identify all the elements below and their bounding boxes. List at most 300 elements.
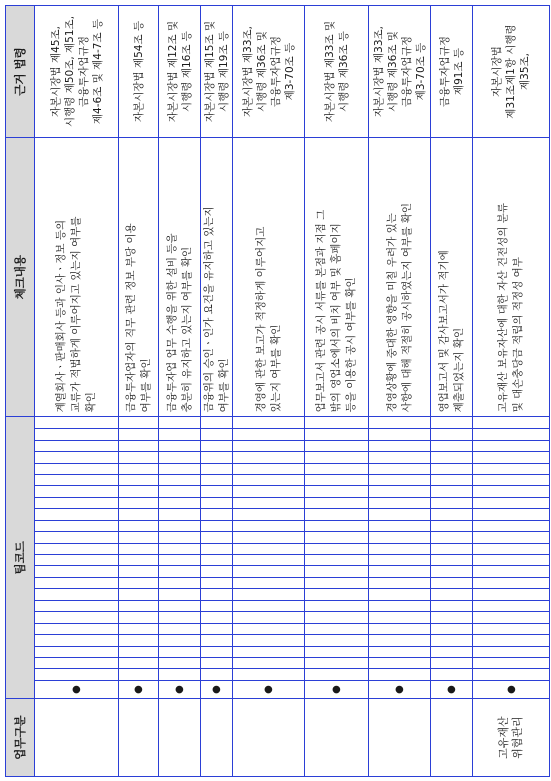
team-code-cell xyxy=(159,669,201,680)
bullet-marker: ● xyxy=(119,680,159,698)
team-code-cell xyxy=(431,657,473,668)
legal-basis-cell xyxy=(369,6,431,138)
team-code-cell xyxy=(201,532,233,543)
team-code-cell xyxy=(369,600,431,611)
legal-basis-line: 금융투자업규정 xyxy=(77,36,90,108)
team-code-cell xyxy=(369,566,431,577)
team-code-cell xyxy=(119,577,159,588)
team-code-cell xyxy=(431,532,473,543)
team-code-cell xyxy=(119,657,159,668)
team-code-cell xyxy=(119,440,159,451)
legal-basis-line: 금융투자업규정 xyxy=(438,36,451,108)
team-code-cell xyxy=(119,486,159,497)
check-content-line: 영업보고서 및 감사보고서가 적기에 xyxy=(437,250,450,413)
check-content-line: 충분히 유지하고 있는지 여부를 확인 xyxy=(180,246,193,413)
team-code-cell xyxy=(233,532,305,543)
team-code-cell xyxy=(233,497,305,508)
team-code-cell xyxy=(473,566,550,577)
team-code-cell xyxy=(431,635,473,646)
team-code-cell xyxy=(119,520,159,531)
category-cell xyxy=(473,699,550,777)
team-code-cell xyxy=(431,417,473,429)
team-code-cell xyxy=(369,440,431,451)
team-code-cell xyxy=(35,623,119,634)
team-code-cell xyxy=(159,612,201,623)
bullet-marker: ● xyxy=(159,680,201,698)
team-code-cell xyxy=(473,474,550,485)
team-code-cell xyxy=(159,474,201,485)
legal-basis-line: 자본시장법 제12조 및 xyxy=(166,20,179,123)
team-code-cell xyxy=(201,612,233,623)
legal-basis-line: 제3-70조 등 xyxy=(283,42,296,101)
team-code-cell xyxy=(35,646,119,657)
legal-basis-line: 시행령 제19조 등 xyxy=(217,31,230,112)
legal-basis-line: 제31조제1항 시행령 xyxy=(505,24,517,119)
category-cell xyxy=(233,699,305,777)
team-code-cell xyxy=(473,520,550,531)
team-code-cell xyxy=(159,497,201,508)
bullet-marker: ● xyxy=(431,680,473,698)
table-row xyxy=(159,6,201,777)
team-code-cell xyxy=(159,509,201,520)
team-code-cell xyxy=(431,486,473,497)
team-code-cell xyxy=(119,669,159,680)
team-code-cell xyxy=(159,646,201,657)
check-content-line: 및 대손충당금 적립의 적정성 여부 xyxy=(512,257,524,413)
team-code-cell xyxy=(233,646,305,657)
team-code-cell xyxy=(305,463,369,474)
team-code-cell xyxy=(473,635,550,646)
table-row xyxy=(233,6,305,777)
team-code-cell xyxy=(159,429,201,440)
legal-basis-cell xyxy=(473,6,550,138)
team-code-cell xyxy=(201,566,233,577)
legal-basis-line: 시행령 제16조 등 xyxy=(180,31,193,112)
check-content-line: 금융투자업 업무 수행을 위한 설비 등을 xyxy=(165,233,178,413)
team-code-cell xyxy=(473,543,550,554)
team-code-cell xyxy=(35,532,119,543)
check-content-line: 밖의 영업소에서의 비치 여부 및 홈페이지 xyxy=(330,223,342,413)
team-code-cell xyxy=(431,474,473,485)
team-code-cell xyxy=(233,555,305,566)
team-code-cell xyxy=(369,623,431,634)
team-code-cell xyxy=(201,635,233,646)
category-cell xyxy=(119,699,159,777)
header-team-code: 팀코드 xyxy=(6,417,35,699)
team-code-cell xyxy=(305,440,369,451)
team-code-cell xyxy=(119,417,159,429)
team-code-cell xyxy=(233,509,305,520)
team-code-cell xyxy=(119,429,159,440)
category-cell xyxy=(35,699,119,777)
team-code-cell xyxy=(119,555,159,566)
team-code-cell xyxy=(159,543,201,554)
check-content-cell xyxy=(473,138,550,417)
team-code-cell xyxy=(119,600,159,611)
team-code-cell xyxy=(35,417,119,429)
team-code-cell xyxy=(473,555,550,566)
table-row xyxy=(119,6,159,777)
team-code-cell xyxy=(369,646,431,657)
team-code-cell xyxy=(431,543,473,554)
team-code-cell xyxy=(201,543,233,554)
team-code-cell xyxy=(369,612,431,623)
checklist-table xyxy=(5,5,550,777)
team-code-cell xyxy=(305,417,369,429)
legal-basis-line: 자본시장법 제54조 등 xyxy=(132,20,145,123)
legal-basis-cell xyxy=(201,6,233,138)
check-content-line: 계열회사ㆍ판매회사 등과 인사ㆍ정보 등의 xyxy=(55,219,67,413)
team-code-cell xyxy=(159,532,201,543)
team-code-cell xyxy=(119,589,159,600)
category-text: 고유재산 xyxy=(497,716,510,759)
team-code-cell xyxy=(369,452,431,463)
check-content-cell xyxy=(201,138,233,417)
team-code-cell xyxy=(305,600,369,611)
team-code-cell xyxy=(119,635,159,646)
team-code-cell xyxy=(369,577,431,588)
team-code-cell xyxy=(369,589,431,600)
team-code-cell xyxy=(201,440,233,451)
team-code-cell xyxy=(233,543,305,554)
team-code-cell xyxy=(201,555,233,566)
check-content-line: 금융위의 승인ㆍ인가 요건을 유지하고 있는지 xyxy=(202,206,215,413)
team-code-cell xyxy=(431,509,473,520)
legal-basis-line: 시행령 제50조, 제51조, xyxy=(63,15,76,128)
team-code-cell xyxy=(35,486,119,497)
bullet-marker: ● xyxy=(233,680,305,698)
team-code-cell xyxy=(431,566,473,577)
team-code-cell xyxy=(305,657,369,668)
team-code-cell xyxy=(305,429,369,440)
team-code-cell xyxy=(369,543,431,554)
team-code-cell xyxy=(305,474,369,485)
team-code-cell xyxy=(159,452,201,463)
team-code-cell xyxy=(431,452,473,463)
team-code-cell xyxy=(431,669,473,680)
team-code-cell xyxy=(431,646,473,657)
check-content-line: 금융투자업자의 직무 관련 정보 부당 이용 xyxy=(124,223,137,413)
legal-basis-line: 시행령 제36조 및 xyxy=(255,31,268,112)
team-code-cell xyxy=(431,612,473,623)
table-row xyxy=(201,6,233,777)
team-code-cell xyxy=(473,417,550,429)
team-code-cell xyxy=(35,577,119,588)
team-code-cell xyxy=(159,635,201,646)
team-code-cell xyxy=(233,657,305,668)
team-code-cell xyxy=(159,486,201,497)
team-code-cell xyxy=(233,463,305,474)
team-code-cell xyxy=(369,509,431,520)
legal-basis-line: 제91조 등 xyxy=(452,47,465,96)
bullet-marker: ● xyxy=(473,680,550,698)
team-code-cell xyxy=(473,623,550,634)
team-code-cell xyxy=(369,486,431,497)
team-code-cell xyxy=(305,543,369,554)
bullet-marker: ● xyxy=(369,680,431,698)
team-code-cell xyxy=(305,623,369,634)
legal-basis-line: 자본시장법 제15조 및 xyxy=(203,20,216,123)
team-code-cell xyxy=(369,497,431,508)
check-content-line: 경영에 관한 보고가 적정하게 이루어지고 xyxy=(254,226,267,413)
team-code-cell xyxy=(201,589,233,600)
team-code-cell xyxy=(119,463,159,474)
check-content-cell xyxy=(305,138,369,417)
check-content-cell xyxy=(119,138,159,417)
team-code-cell xyxy=(473,600,550,611)
check-content-line: 경영상황에 중대한 영향을 미칠 우려가 있는 xyxy=(385,213,398,413)
team-code-cell xyxy=(35,669,119,680)
team-code-cell xyxy=(305,566,369,577)
check-content-line: 등을 이용한 공시 여부를 확인 xyxy=(345,277,357,413)
team-code-cell xyxy=(473,497,550,508)
check-content-line: 제출되었는지 확인 xyxy=(452,327,465,413)
team-code-cell xyxy=(159,440,201,451)
team-code-cell xyxy=(473,612,550,623)
legal-basis-cell xyxy=(305,6,369,138)
check-content-cell xyxy=(159,138,201,417)
team-code-cell xyxy=(305,577,369,588)
team-code-cell xyxy=(305,646,369,657)
team-code-cell xyxy=(201,509,233,520)
team-code-cell xyxy=(159,577,201,588)
team-code-cell xyxy=(369,555,431,566)
team-code-cell xyxy=(159,566,201,577)
team-code-cell xyxy=(233,417,305,429)
bullet-marker: ● xyxy=(35,680,119,698)
team-code-cell xyxy=(35,600,119,611)
header-legal-basis: 근거 법령 xyxy=(6,6,35,138)
team-code-cell xyxy=(305,509,369,520)
team-code-cell xyxy=(305,497,369,508)
check-content-line: 사항에 대해 적절히 공시하였는지 여부를 확인 xyxy=(400,202,413,413)
team-code-cell xyxy=(201,474,233,485)
team-code-cell xyxy=(431,463,473,474)
header-check-content: 체크내용 xyxy=(6,138,35,417)
team-code-cell xyxy=(119,566,159,577)
team-code-cell xyxy=(233,440,305,451)
team-code-cell xyxy=(119,532,159,543)
team-code-cell xyxy=(369,532,431,543)
table-row xyxy=(369,6,431,777)
legal-basis-line: 제35조, xyxy=(519,53,531,90)
bullet-marker: ● xyxy=(201,680,233,698)
team-code-cell xyxy=(369,669,431,680)
team-code-cell xyxy=(159,463,201,474)
team-code-cell xyxy=(305,589,369,600)
team-code-cell xyxy=(233,612,305,623)
check-content-line: 업무보고서 관련 공시 서류를 본점과 지점 그 xyxy=(315,209,327,413)
team-code-cell xyxy=(35,474,119,485)
legal-basis-line: 시행령 제36조 및 xyxy=(386,31,399,112)
team-code-cell xyxy=(35,509,119,520)
team-code-cell xyxy=(159,555,201,566)
team-code-cell xyxy=(473,452,550,463)
team-code-cell xyxy=(305,532,369,543)
team-code-cell xyxy=(35,543,119,554)
team-code-cell xyxy=(473,429,550,440)
category-cell xyxy=(159,699,201,777)
bullet-marker: ● xyxy=(305,680,369,698)
check-content-line: 확인 xyxy=(85,392,97,413)
team-code-cell xyxy=(201,463,233,474)
check-content-line: 여부를 확인 xyxy=(217,358,230,413)
team-code-cell xyxy=(431,577,473,588)
check-content-line: 고유재산 보유자산에 대한 자산 건전성의 분류 xyxy=(497,202,509,413)
legal-basis-line: 금융투자업규정 xyxy=(400,36,413,108)
team-code-cell xyxy=(35,589,119,600)
legal-basis-line: 자본시장법 제33조, xyxy=(372,25,385,118)
legal-basis-cell xyxy=(35,6,119,138)
team-code-cell xyxy=(233,452,305,463)
team-code-cell xyxy=(369,429,431,440)
team-code-cell xyxy=(473,577,550,588)
team-code-cell xyxy=(119,452,159,463)
team-code-cell xyxy=(233,520,305,531)
team-code-cell xyxy=(233,600,305,611)
team-code-cell xyxy=(201,417,233,429)
team-code-cell xyxy=(159,600,201,611)
team-code-cell xyxy=(233,669,305,680)
team-code-cell xyxy=(233,566,305,577)
category-cell xyxy=(431,699,473,777)
team-code-cell xyxy=(201,486,233,497)
team-code-cell xyxy=(35,657,119,668)
check-content-cell xyxy=(35,138,119,417)
legal-basis-line: 시행령 제36조 등 xyxy=(337,31,350,112)
team-code-cell xyxy=(159,417,201,429)
team-code-cell xyxy=(35,566,119,577)
header-row xyxy=(6,6,35,777)
check-content-line: 교류가 적법하게 이루어지고 있는지 여부를 xyxy=(70,216,82,413)
team-code-cell xyxy=(431,429,473,440)
team-code-cell xyxy=(35,452,119,463)
legal-basis-cell xyxy=(119,6,159,138)
team-code-cell xyxy=(369,463,431,474)
team-code-cell xyxy=(201,669,233,680)
check-content-line: 여부를 확인 xyxy=(139,358,152,413)
team-code-cell xyxy=(119,646,159,657)
category-cell xyxy=(369,699,431,777)
team-code-cell xyxy=(233,474,305,485)
team-code-cell xyxy=(369,520,431,531)
team-code-cell xyxy=(201,646,233,657)
team-code-cell xyxy=(369,474,431,485)
team-code-cell xyxy=(201,577,233,588)
legal-basis-cell xyxy=(431,6,473,138)
team-code-cell xyxy=(201,600,233,611)
team-code-cell xyxy=(119,623,159,634)
legal-basis-cell xyxy=(159,6,201,138)
team-code-cell xyxy=(431,440,473,451)
legal-basis-line: 제3-70조 등 xyxy=(414,42,427,101)
team-code-cell xyxy=(473,440,550,451)
team-code-cell xyxy=(233,429,305,440)
team-code-cell xyxy=(305,669,369,680)
team-code-cell xyxy=(305,635,369,646)
team-code-cell xyxy=(159,589,201,600)
team-code-cell xyxy=(233,486,305,497)
team-code-cell xyxy=(233,623,305,634)
category-cell xyxy=(201,699,233,777)
category-cell xyxy=(305,699,369,777)
legal-basis-cell xyxy=(233,6,305,138)
category-text: 위험관리 xyxy=(511,716,524,759)
team-code-cell xyxy=(35,463,119,474)
team-code-cell xyxy=(201,452,233,463)
team-code-cell xyxy=(159,520,201,531)
team-code-cell xyxy=(159,657,201,668)
team-code-cell xyxy=(201,497,233,508)
legal-basis-line: 제4-6조 및 제4-7조 등 xyxy=(91,18,104,125)
table-row xyxy=(35,6,119,777)
team-code-cell xyxy=(159,623,201,634)
team-code-cell xyxy=(233,589,305,600)
team-code-cell xyxy=(431,520,473,531)
team-code-cell xyxy=(233,635,305,646)
team-code-cell xyxy=(431,589,473,600)
legal-basis-line: 자본시장법 제33조 및 xyxy=(323,20,336,123)
team-code-cell xyxy=(35,429,119,440)
team-code-cell xyxy=(305,555,369,566)
legal-basis-line: 자본시장법 xyxy=(491,46,503,97)
legal-basis-line: 금융투자업규정 xyxy=(269,36,282,108)
team-code-cell xyxy=(305,452,369,463)
team-code-cell xyxy=(473,509,550,520)
team-code-cell xyxy=(35,635,119,646)
team-code-cell xyxy=(473,589,550,600)
check-content-cell xyxy=(431,138,473,417)
team-code-cell xyxy=(305,486,369,497)
team-code-cell xyxy=(305,520,369,531)
team-code-cell xyxy=(201,429,233,440)
team-code-cell xyxy=(431,497,473,508)
table-row xyxy=(305,6,369,777)
team-code-cell xyxy=(369,657,431,668)
legal-basis-line: 자본시장법 제33조, xyxy=(241,25,254,118)
team-code-cell xyxy=(35,520,119,531)
team-code-cell xyxy=(35,612,119,623)
check-content-line: 있는지 여부를 확인 xyxy=(269,324,282,413)
team-code-cell xyxy=(201,657,233,668)
team-code-cell xyxy=(473,486,550,497)
team-code-cell xyxy=(473,646,550,657)
team-code-cell xyxy=(473,532,550,543)
team-code-cell xyxy=(473,657,550,668)
table-row xyxy=(473,6,550,777)
team-code-cell xyxy=(119,543,159,554)
team-code-cell xyxy=(201,623,233,634)
legal-basis-line: 자본시장법 제45조, xyxy=(49,25,62,118)
team-code-cell xyxy=(431,600,473,611)
team-code-cell xyxy=(119,474,159,485)
team-code-cell xyxy=(119,509,159,520)
team-code-cell xyxy=(431,555,473,566)
check-content-cell xyxy=(233,138,305,417)
header-category: 업무구분 xyxy=(6,699,35,777)
check-content-cell xyxy=(369,138,431,417)
team-code-cell xyxy=(305,612,369,623)
team-code-cell xyxy=(369,635,431,646)
team-code-cell xyxy=(119,612,159,623)
team-code-cell xyxy=(473,669,550,680)
team-code-cell xyxy=(431,623,473,634)
team-code-cell xyxy=(233,577,305,588)
team-code-cell xyxy=(119,497,159,508)
team-code-cell xyxy=(369,417,431,429)
team-code-cell xyxy=(35,497,119,508)
team-code-cell xyxy=(473,463,550,474)
